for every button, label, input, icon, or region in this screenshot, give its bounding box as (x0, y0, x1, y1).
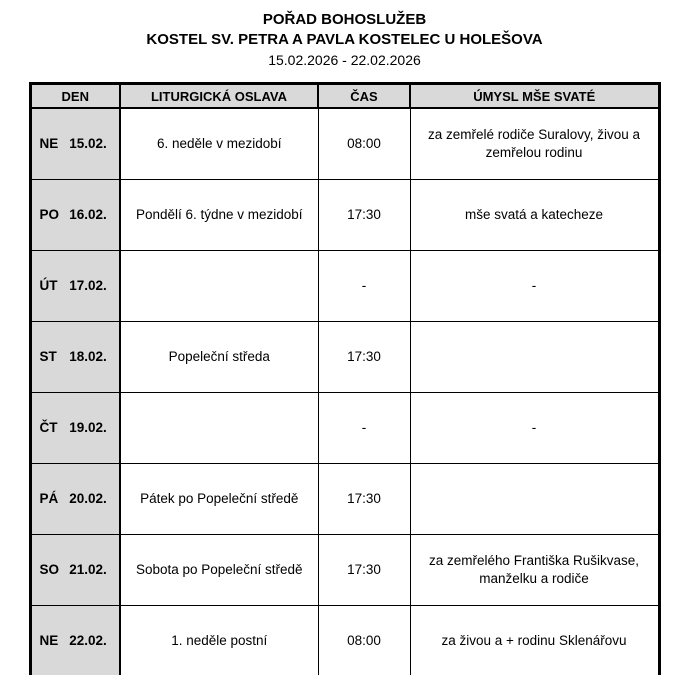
day-abbrev: NE (39, 135, 59, 151)
table-row (30, 606, 659, 675)
celebration-cell: Popeleční středa (120, 322, 318, 393)
column-header-liturgicka-oslava: LITURGICKÁ OSLAVA (120, 84, 318, 109)
date-range: 15.02.2026 - 22.02.2026 (268, 52, 421, 68)
day-abbrev: ČT (39, 419, 58, 435)
day-date: 22.02. (65, 632, 107, 648)
day-date: 17.02. (65, 277, 107, 293)
table-row (30, 393, 659, 464)
day-date: 20.02. (65, 490, 107, 506)
time-cell: 08:00 (318, 606, 410, 675)
schedule-table (29, 82, 661, 675)
day-date: 18.02. (65, 348, 107, 364)
day-abbrev: ÚT (39, 277, 58, 293)
intention-cell: za živou a + rodinu Sklenářovu (410, 606, 659, 675)
day-abbrev: NE (39, 632, 59, 648)
schedule-table-body (30, 108, 659, 675)
column-header-cas: ČAS (318, 84, 410, 109)
day-abbrev: PÁ (39, 490, 59, 506)
day-abbrev: ST (39, 348, 57, 364)
header-row (30, 84, 659, 109)
table-row (30, 464, 659, 535)
schedule-table-head (30, 84, 659, 109)
intention-cell: za zemřelé rodiče Suralovy, živou a zemřelou rodinu (410, 108, 659, 180)
day-cell (30, 251, 120, 322)
table-row (30, 535, 659, 606)
celebration-cell: Pondělí 6. týdne v mezidobí (120, 180, 318, 251)
day-date: 15.02. (65, 135, 107, 151)
day-abbrev: SO (39, 561, 60, 577)
intention-cell: za zemřelého Františka Rušikvase, manželku a rodiče (410, 535, 659, 606)
celebration-cell: 6. neděle v mezidobí (120, 108, 318, 180)
time-cell: - (318, 393, 410, 464)
day-abbrev: PO (39, 206, 60, 222)
page-title: POŘAD BOHOSLUŽEB (262, 11, 427, 28)
celebration-cell (120, 251, 318, 322)
day-date: 21.02. (65, 561, 107, 577)
time-cell: 17:30 (318, 322, 410, 393)
table-row (30, 322, 659, 393)
time-cell: 08:00 (318, 108, 410, 180)
day-cell (30, 535, 120, 606)
time-cell: 17:30 (318, 464, 410, 535)
intention-cell: mše svatá a katecheze (410, 180, 659, 251)
celebration-cell: 1. neděle postní (120, 606, 318, 675)
day-cell (30, 108, 120, 180)
table-row (30, 108, 659, 180)
day-cell (30, 322, 120, 393)
time-cell: 17:30 (318, 535, 410, 606)
celebration-cell: Sobota po Popeleční středě (120, 535, 318, 606)
column-header-umysl: ÚMYSL MŠE SVATÉ (410, 84, 659, 109)
time-cell: - (318, 251, 410, 322)
intention-cell (410, 322, 659, 393)
day-cell (30, 606, 120, 675)
intention-cell: - (410, 251, 659, 322)
celebration-cell: Pátek po Popeleční středě (120, 464, 318, 535)
document-header (0, 0, 689, 70)
church-name: KOSTEL SV. PETRA A PAVLA KOSTELEC U HOLEŠOVA (146, 31, 543, 48)
day-cell (30, 180, 120, 251)
intention-cell: - (410, 393, 659, 464)
column-header-den: DEN (30, 84, 120, 109)
day-date: 19.02. (65, 419, 107, 435)
table-row (30, 251, 659, 322)
celebration-cell (120, 393, 318, 464)
day-cell (30, 464, 120, 535)
table-row (30, 180, 659, 251)
day-cell (30, 393, 120, 464)
time-cell: 17:30 (318, 180, 410, 251)
intention-cell (410, 464, 659, 535)
day-date: 16.02. (65, 206, 107, 222)
